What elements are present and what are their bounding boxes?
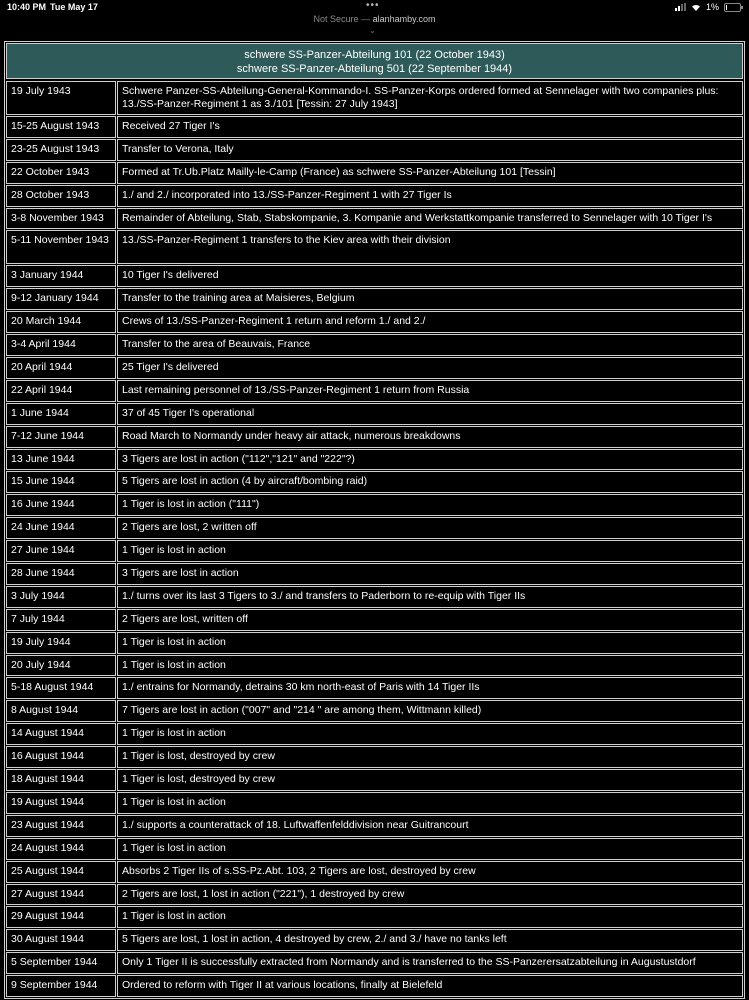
table-row [6,494,743,516]
event-description: 1./ turns over its last 3 Tigers to 3./ and transfers to Paderborn to re-equip with Tiger IIs [117,586,743,608]
table-row [6,952,743,974]
battery-icon [724,3,741,12]
event-date: 9-12 January 1944 [6,288,116,310]
event-description: Received 27 Tiger I's [117,116,743,138]
url-separator: — [361,14,371,24]
table-row [6,975,743,997]
event-description: 13./SS-Panzer-Regiment 1 transfers to the Kiev area with their division [117,230,743,264]
table-row [6,723,743,745]
event-description: Transfer to the area of Beauvais, France [117,334,743,356]
event-description: 3 Tigers are lost in action [117,563,743,585]
chevron-down-icon[interactable]: ⌄ [369,26,376,35]
cellular-signal-icon [675,3,686,11]
event-date: 24 August 1944 [6,838,116,860]
table-row [6,838,743,860]
event-description: 5 Tigers are lost, 1 lost in action, 4 destroyed by crew, 2./ and 3./ have no tanks left [117,929,743,951]
event-date: 27 June 1944 [6,540,116,562]
event-description: Remainder of Abteilung, Stab, Stabskompanie, 3. Kompanie and Werkstattkompanie transferred to Sennelager with 10 Tiger I's [117,208,743,230]
table-row [6,471,743,493]
table-row [6,861,743,883]
event-description: 1 Tiger is lost in action [117,655,743,677]
event-description: 1./ supports a counterattack of 18. Luftwaffenfelddivision near Guitrancourt [117,815,743,837]
event-description: Ordered to reform with Tiger II at various locations, finally at Bielefeld [117,975,743,997]
event-description: 1./ and 2./ incorporated into 13./SS-Panzer-Regiment 1 with 27 Tiger Is [117,185,743,207]
event-description: 1 Tiger is lost in action ("111") [117,494,743,516]
table-row [6,426,743,448]
event-description: 1 Tiger is lost in action [117,723,743,745]
event-date: 3-4 April 1944 [6,334,116,356]
table-row [6,288,743,310]
table-row [6,609,743,631]
event-date: 28 October 1943 [6,185,116,207]
table-row [6,746,743,768]
event-description: 10 Tiger I's delivered [117,265,743,287]
event-date: 29 August 1944 [6,906,116,928]
table-row [6,116,743,138]
event-description: 3 Tigers are lost in action ("112","121" and "222"?) [117,449,743,471]
table-row [6,677,743,699]
event-description: 37 of 45 Tiger I's operational [117,403,743,425]
table-row [6,81,743,115]
event-date: 15 June 1944 [6,471,116,493]
clock: 10:40 PM [7,2,47,12]
table-row [6,311,743,333]
table-row [6,586,743,608]
event-description: Crews of 13./SS-Panzer-Regiment 1 return and reform 1./ and 2./ [117,311,743,333]
event-description: 1 Tiger is lost in action [117,906,743,928]
event-description: 1 Tiger is lost in action [117,632,743,654]
event-date: 20 April 1944 [6,357,116,379]
event-description: Schwere Panzer-SS-Abteilung-General-Kommando-I. SS-Panzer-Korps ordered formed at Sennelager with two companies plus: 13./SS-Panzer-Regiment 1 as 3./101 [Tessin: 27 July 1943] [117,81,743,115]
event-date: 8 August 1944 [6,700,116,722]
table-row [6,815,743,837]
event-description: Last remaining personnel of 13./SS-Panzer-Regiment 1 return from Russia [117,380,743,402]
event-description: 1 Tiger is lost, destroyed by crew [117,769,743,791]
event-date: 19 July 1944 [6,632,116,654]
header-title-1: schwere SS-Panzer-Abteilung 101 (22 October 1943) [244,49,505,61]
event-date: 19 July 1943 [6,81,116,115]
event-date: 18 August 1944 [6,769,116,791]
event-description: 5 Tigers are lost in action (4 by aircraft/bombing raid) [117,471,743,493]
event-date: 13 June 1944 [6,449,116,471]
event-date: 5 September 1944 [6,952,116,974]
table-row [6,265,743,287]
table-row [6,334,743,356]
event-date: 5-18 August 1944 [6,677,116,699]
event-date: 15-25 August 1943 [6,116,116,138]
event-date: 25 August 1944 [6,861,116,883]
table-row [6,517,743,539]
url-host: alanhamby.com [372,14,436,24]
status-bar [0,0,749,14]
event-description: Only 1 Tiger II is successfully extracted from Normandy and is transferred to the SS-Panzerersatzabteilung in Augustustdorf [117,952,743,974]
event-date: 7-12 June 1944 [6,426,116,448]
event-date: 27 August 1944 [6,884,116,906]
header-title-2: schwere SS-Panzer-Abteilung 501 (22 September 1944) [236,63,513,75]
event-date: 1 June 1944 [6,403,116,425]
event-description: 1 Tiger is lost in action [117,540,743,562]
event-date: 23 August 1944 [6,815,116,837]
event-date: 7 July 1944 [6,609,116,631]
event-date: 20 March 1944 [6,311,116,333]
events-table [5,80,744,998]
security-status: Not Secure [313,14,359,24]
table-header [6,43,743,79]
event-date: 9 September 1944 [6,975,116,997]
event-description: 7 Tigers are lost in action ("007" and "214 " are among them, Wittmann killed) [117,700,743,722]
event-description: 2 Tigers are lost, 1 lost in action ("221"), 1 destroyed by crew [117,884,743,906]
event-date: 30 August 1944 [6,929,116,951]
table-row [6,540,743,562]
event-date: 3 January 1944 [6,265,116,287]
event-date: 16 June 1944 [6,494,116,516]
event-date: 23-25 August 1943 [6,139,116,161]
event-date: 14 August 1944 [6,723,116,745]
event-description: Absorbs 2 Tiger IIs of s.SS-Pz.Abt. 103, 2 Tigers are lost, destroyed by crew [117,861,743,883]
event-date: 24 June 1944 [6,517,116,539]
table-row [6,208,743,230]
event-description: 1 Tiger is lost in action [117,838,743,860]
event-description: 1 Tiger is lost in action [117,792,743,814]
event-description: 1./ entrains for Normandy, detrains 30 km north-east of Paris with 14 Tiger IIs [117,677,743,699]
date-label: Tue May 17 [50,2,98,12]
table-row [6,449,743,471]
table-row [6,357,743,379]
event-description: 2 Tigers are lost, 2 written off [117,517,743,539]
event-date: 28 June 1944 [6,563,116,585]
event-description: Transfer to Verona, Italy [117,139,743,161]
event-description: 2 Tigers are lost, written off [117,609,743,631]
table-row [6,139,743,161]
table-row [6,655,743,677]
table-row [6,230,743,264]
table-row [6,792,743,814]
event-date: 3-8 November 1943 [6,208,116,230]
table-row [6,403,743,425]
table-row [6,884,743,906]
event-date: 19 August 1944 [6,792,116,814]
table-row [6,769,743,791]
event-description: Formed at Tr.Ub.Platz Mailly-le-Camp (France) as schwere SS-Panzer-Abteilung 101 [Tessin] [117,162,743,184]
event-date: 22 April 1944 [6,380,116,402]
wifi-icon [691,3,701,11]
event-date: 20 July 1944 [6,655,116,677]
event-description: 1 Tiger is lost, destroyed by crew [117,746,743,768]
table-row [6,380,743,402]
battery-percent: 1% [705,2,719,12]
event-description: 25 Tiger I's delivered [117,357,743,379]
table-row [6,700,743,722]
status-icons [675,2,741,12]
table-row [6,162,743,184]
event-date: 3 July 1944 [6,586,116,608]
table-row [6,632,743,654]
table-row [6,563,743,585]
event-description: Transfer to the training area at Maisieres, Belgium [117,288,743,310]
event-date: 5-11 November 1943 [6,230,116,264]
table-row [6,906,743,928]
event-date: 22 October 1943 [6,162,116,184]
timeline-table [4,41,745,999]
table-row [6,185,743,207]
table-row [6,929,743,951]
multitasking-dots-icon[interactable]: ••• [366,0,380,11]
event-date: 16 August 1944 [6,746,116,768]
event-description: Road March to Normandy under heavy air attack, numerous breakdowns [117,426,743,448]
